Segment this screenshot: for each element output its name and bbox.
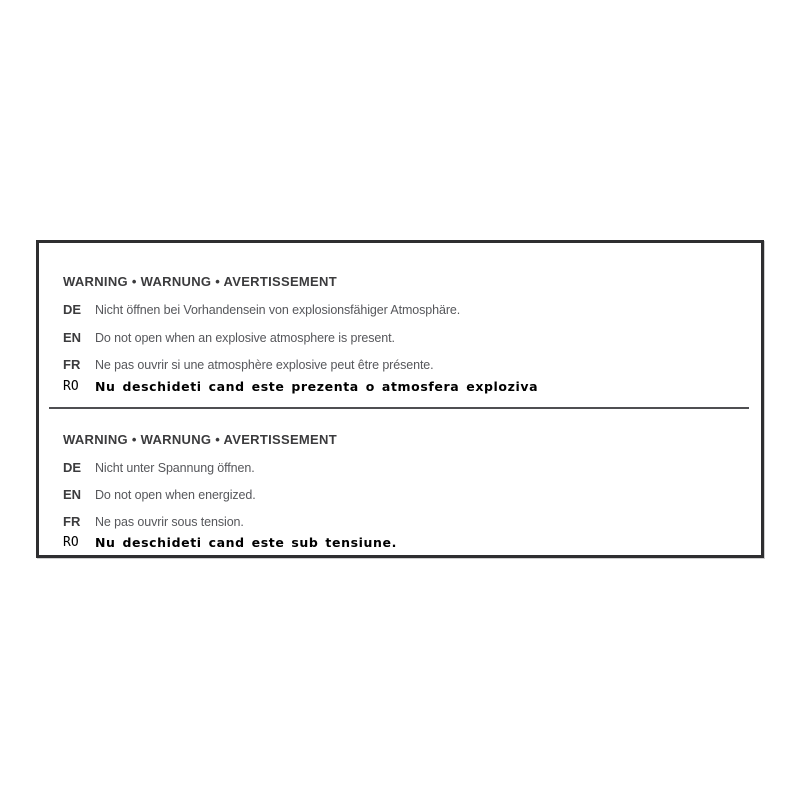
lang-code-fr: FR [63, 357, 81, 372]
warning-label [36, 240, 764, 558]
warning-text-ro: Nu deschideti cand este sub tensiune. [95, 535, 397, 550]
warning-text-de: Nicht unter Spannung öffnen. [95, 461, 255, 475]
lang-row-de [63, 302, 745, 318]
warning-text-ro: Nu deschideti cand este prezenta o atmosfera exploziva [95, 379, 539, 394]
warning-text-fr: Ne pas ouvrir sous tension. [95, 515, 244, 529]
lang-row-de [63, 460, 745, 476]
lang-code-de: DE [63, 460, 82, 475]
lang-code-ro: RO [63, 379, 79, 394]
warning-header-energized: WARNING • WARNUNG • AVERTISSEMENT [63, 432, 337, 447]
lang-code-en: EN [63, 330, 82, 345]
lang-row-fr [63, 514, 745, 530]
lang-code-de: DE [63, 302, 82, 317]
lang-row-fr [63, 357, 745, 373]
lang-row-ro [63, 379, 745, 395]
lang-row-en [63, 330, 745, 346]
section-divider [49, 407, 749, 409]
warning-text-en: Do not open when energized. [95, 488, 256, 502]
lang-code-en: EN [63, 487, 82, 502]
warning-header-explosive-atmosphere: WARNING • WARNUNG • AVERTISSEMENT [63, 274, 337, 289]
warning-text-de: Nicht öffnen bei Vorhandensein von explosionsfähiger Atmosphäre. [95, 303, 461, 317]
lang-code-ro: RO [63, 535, 79, 550]
warning-text-en: Do not open when an explosive atmosphere is present. [95, 331, 395, 345]
lang-code-fr: FR [63, 514, 81, 529]
lang-row-ro [63, 535, 745, 551]
lang-row-en [63, 487, 745, 503]
warning-text-fr: Ne pas ouvrir si une atmosphère explosive peut être présente. [95, 358, 434, 372]
